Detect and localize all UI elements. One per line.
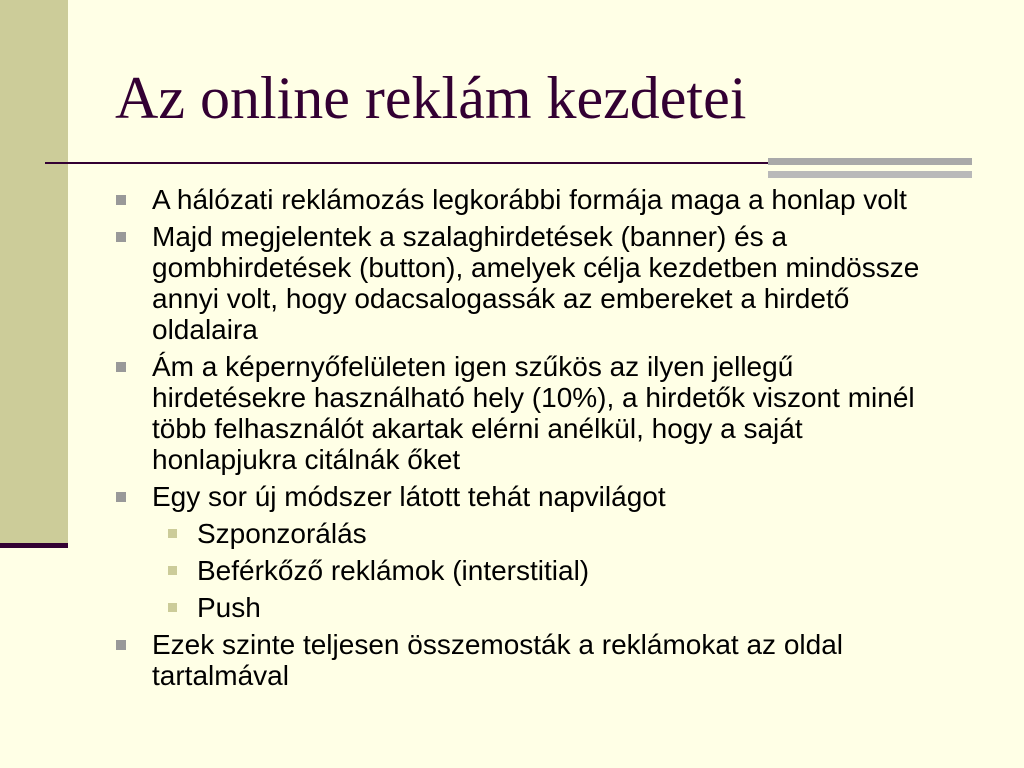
square-bullet-icon bbox=[116, 640, 126, 650]
title-rule bbox=[45, 162, 770, 164]
bullet-item bbox=[0, 351, 1024, 475]
bullet-text: Ezek szinte teljesen összemosták a reklámokat az oldal tartalmával bbox=[152, 629, 843, 691]
bullet-item bbox=[0, 629, 1024, 691]
sub-bullet-text: Beférkőző reklámok (interstitial) bbox=[197, 555, 590, 586]
accent-bar-bottom bbox=[768, 171, 972, 178]
square-bullet-icon bbox=[116, 492, 126, 502]
sub-bullet-text: Szponzorálás bbox=[197, 518, 367, 549]
bullet-text: A hálózati reklámozás legkorábbi formája maga a honlap volt bbox=[152, 184, 907, 215]
square-bullet-icon bbox=[168, 529, 177, 538]
sub-bullet-item bbox=[0, 592, 1024, 623]
sub-bullet-item bbox=[0, 518, 1024, 549]
accent-bar-top bbox=[768, 158, 972, 165]
bullet-item bbox=[0, 221, 1024, 345]
square-bullet-icon bbox=[168, 603, 177, 612]
slide-title: Az online reklám kezdetei bbox=[115, 65, 747, 131]
square-bullet-icon bbox=[116, 195, 126, 205]
bullet-list bbox=[0, 184, 1024, 691]
sub-bullet-item bbox=[0, 555, 1024, 586]
bullet-item bbox=[0, 481, 1024, 512]
bullet-item bbox=[0, 184, 1024, 215]
square-bullet-icon bbox=[168, 566, 177, 575]
bullet-text: Ám a képernyőfelületen igen szűkös az ilyen jellegű hirdetésekre használható hely (10%), a hirdetők viszont minél több felhasználót akartak elérni anélkül, hogy a saját honlapjukra citálnák őket bbox=[152, 351, 915, 475]
bullet-text: Majd megjelentek a szalaghirdetések (banner) és a gombhirdetések (button), amelyek célja kezdetben mindössze annyi volt, hogy odacsalogassák az embereket a hirdető oldalaira bbox=[152, 221, 920, 345]
square-bullet-icon bbox=[116, 362, 126, 372]
square-bullet-icon bbox=[116, 232, 126, 242]
bullet-text: Egy sor új módszer látott tehát napvilágot bbox=[152, 481, 666, 512]
sub-bullet-text: Push bbox=[197, 592, 261, 623]
